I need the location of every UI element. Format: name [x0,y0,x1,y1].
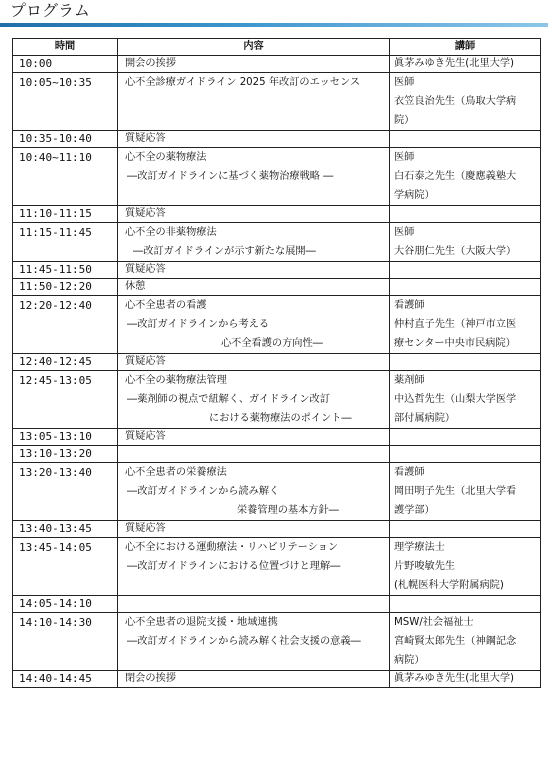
time-text: 10:00 [19,57,53,70]
session-title: 心不全患者の看護 [125,300,207,311]
session-title: 心不全の薬物療法 [125,152,207,163]
content-cell [118,538,390,596]
session-title: 閉会の挨拶 [125,673,176,684]
session-title: 質疑応答 [125,523,166,534]
speaker-cell [390,429,541,446]
speaker-role: 看護師 [394,300,425,311]
time-text: 13:05-13:10 [19,430,92,443]
header-content: 内容 [118,39,390,56]
time-cell [13,223,118,262]
content-cell [118,354,390,371]
content-cell [118,521,390,538]
table-row [13,371,541,429]
speaker-name: 白石泰之先生（慶應義塾大 [394,171,517,182]
time-text: 13:40-13:45 [19,522,92,535]
time-cell [13,279,118,296]
table-row [13,596,541,613]
header-time: 時間 [13,39,118,56]
speaker-role: 医師 [394,152,415,163]
speaker-cell [390,371,541,429]
table-row [13,538,541,596]
speaker-name: 部付属病院） [394,413,456,424]
page-title: プログラム [10,1,90,20]
content-cell [118,371,390,429]
content-cell [118,446,390,463]
session-title: 質疑応答 [125,208,166,219]
time-cell [13,131,118,148]
speaker-name: 療センター中央市民病院） [394,338,516,349]
session-title: 質疑応答 [125,356,166,367]
program-table [12,38,541,688]
session-title: 心不全患者の栄養療法 [125,467,227,478]
table-row [13,671,541,688]
speaker-name: 片野唆敏先生 [394,561,456,572]
speaker-cell [390,131,541,148]
session-title: 心不全の非薬物療法 [125,227,217,238]
speaker-cell [390,613,541,671]
session-title: 質疑応答 [125,431,166,442]
speaker-role: 医師 [394,227,415,238]
speaker-cell [390,596,541,613]
speaker-name: 学病院） [394,190,435,201]
speaker-cell [390,296,541,354]
time-cell [13,463,118,521]
speaker-name: 病院） [394,655,425,666]
time-text: 14:05-14:10 [19,597,92,610]
speaker-name: 宮崎賢太郎先生（神鋼記念 [394,636,517,647]
time-cell [13,446,118,463]
time-text: 12:40-12:45 [19,355,92,368]
time-cell [13,354,118,371]
content-cell [118,206,390,223]
time-text: 10:40~11:10 [19,151,92,164]
table-row [13,223,541,262]
speaker-cell [390,446,541,463]
time-text: 11:10-11:15 [19,207,92,220]
content-cell [118,463,390,521]
content-cell [118,262,390,279]
session-title: 開会の挨拶 [125,58,176,69]
table-row [13,354,541,371]
speaker-name: (札幌医科大学附属病院) [394,580,504,591]
speaker-cell [390,671,541,688]
time-cell [13,73,118,131]
table-row [13,148,541,206]
speaker-cell [390,206,541,223]
time-cell [13,56,118,73]
session-title: 心不全の薬物療法管理 [125,375,227,386]
time-text: 14:10-14:30 [19,616,92,629]
speaker-cell [390,73,541,131]
speaker-cell [390,538,541,596]
session-title: 心不全診療ガイドライン 2025 年改訂のエッセンス [125,77,361,88]
time-cell [13,596,118,613]
session-subtitle: ―改訂ガイドラインから読み解く [127,486,280,497]
time-cell [13,429,118,446]
table-row [13,613,541,671]
time-cell [13,521,118,538]
time-text: 13:45-14:05 [19,541,92,554]
speaker-cell [390,521,541,538]
session-title: 心不全における運動療法・リハビリテーション [125,542,339,553]
session-subtitle: ―改訂ガイドラインから読み解く社会支援の意義― [127,636,361,647]
time-text: 13:20-13:40 [19,466,92,479]
table-row [13,262,541,279]
speaker-name: 大谷朋仁先生（大阪大学） [394,246,517,257]
session-subtitle: 栄養管理の基本方針― [237,505,339,516]
session-subtitle: ―薬剤師の視点で紐解く、ガイドライン改訂 [127,394,330,405]
time-text: 11:50-12:20 [19,280,92,293]
time-text: 12:20-12:40 [19,299,92,312]
table-row [13,206,541,223]
time-cell [13,671,118,688]
speaker-cell [390,463,541,521]
speaker-role: MSW/社会福祉士 [394,617,474,628]
speaker-name: 護学部） [394,505,435,516]
time-text: 10:05~10:35 [19,76,92,89]
time-cell [13,371,118,429]
session-title: 心不全患者の退院支援・地域連携 [125,617,278,628]
table-header-row [13,39,541,56]
speaker-cell [390,148,541,206]
table-row [13,446,541,463]
speaker-role: 看護師 [394,467,425,478]
content-cell [118,131,390,148]
table-row [13,131,541,148]
content-cell [118,296,390,354]
content-cell [118,279,390,296]
time-text: 10:35-10:40 [19,132,92,145]
speaker-name: 仲村直子先生（神戸市立医 [394,319,517,330]
table-row [13,296,541,354]
session-subtitle: ―改訂ガイドラインから考える [127,319,270,330]
time-cell [13,613,118,671]
speaker-name: 中込哲先生（山梨大学医学 [394,394,517,405]
header-speaker: 講師 [390,39,541,56]
content-cell [118,56,390,73]
table-row [13,521,541,538]
time-cell [13,296,118,354]
time-text: 12:45-13:05 [19,374,92,387]
table-row [13,463,541,521]
session-subtitle: ―改訂ガイドラインに基づく薬物治療戦略 ― [127,171,334,182]
speaker-cell [390,279,541,296]
session-subtitle: における薬物療法のポイント― [209,413,352,424]
table-row [13,56,541,73]
program-table-body [13,56,541,688]
speaker-cell [390,223,541,262]
session-title: 質疑応答 [125,133,166,144]
table-row [13,73,541,131]
title-underline [0,23,548,27]
time-text: 11:15-11:45 [19,226,92,239]
time-cell [13,538,118,596]
speaker-role: 医師 [394,77,415,88]
session-subtitle: ―改訂ガイドラインにおける位置づけと理解― [127,561,341,572]
content-cell [118,429,390,446]
speaker-name: 岡田明子先生（北里大学看 [394,486,517,497]
speaker-role: 理学療法士 [394,542,445,553]
speaker-cell [390,56,541,73]
time-cell [13,148,118,206]
content-cell [118,596,390,613]
content-cell [118,613,390,671]
session-subtitle: 心不全看護の方向性― [221,338,323,349]
content-cell [118,223,390,262]
speaker-name: 衣笠良治先生（鳥取大学病 [394,96,517,107]
speaker-name: 眞茅みゆき先生(北里大学) [394,673,515,684]
table-row [13,279,541,296]
content-cell [118,148,390,206]
table-row [13,429,541,446]
time-cell [13,206,118,223]
content-cell [118,671,390,688]
session-title: 質疑応答 [125,264,166,275]
speaker-name: 眞茅みゆき先生(北里大学) [394,58,515,69]
speaker-name: 院） [394,115,415,126]
session-title: 休憩 [125,281,146,292]
speaker-cell [390,262,541,279]
time-text: 11:45-11:50 [19,263,92,276]
time-text: 13:10-13:20 [19,447,92,460]
content-cell [118,73,390,131]
speaker-role: 薬剤師 [394,375,425,386]
session-subtitle: ―改訂ガイドラインが示す新たな展開― [133,246,316,257]
time-cell [13,262,118,279]
speaker-cell [390,354,541,371]
time-text: 14:40-14:45 [19,672,92,685]
